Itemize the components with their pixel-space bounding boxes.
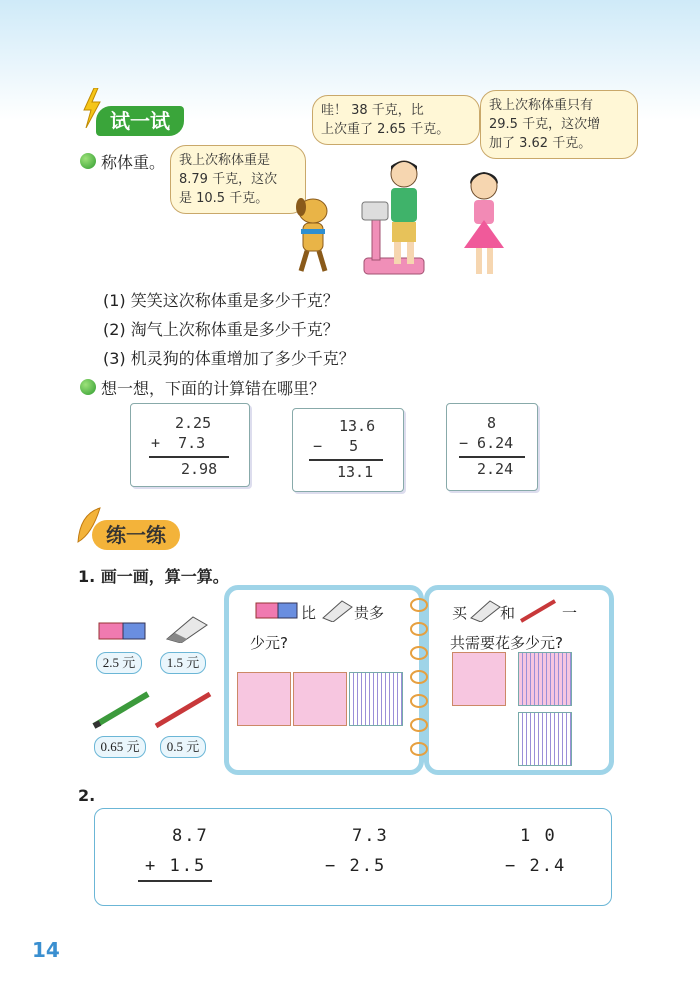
- sum-line: [309, 459, 383, 461]
- section-title-try: 试一试: [96, 106, 184, 136]
- problem-2-top: 7.3: [352, 826, 389, 846]
- buy-text-3: 一: [562, 604, 578, 622]
- think-label: 想一想，下面的计算错在哪里？: [101, 379, 326, 398]
- binder-ring-icon: [410, 646, 428, 660]
- sum-line: [149, 456, 229, 458]
- card-bottom-number: + 7.3: [151, 434, 206, 452]
- unit-square-2: [293, 672, 347, 726]
- binder-ring-icon: [410, 598, 428, 612]
- compare-text-3: 少元?: [250, 634, 288, 652]
- price-tag-pink-eraser: 2.5 元: [96, 652, 142, 674]
- card-top-number: 8: [487, 414, 497, 432]
- card-bottom-number: − 6.24: [459, 434, 514, 452]
- pencil-green-icon: [90, 690, 152, 734]
- problem-1-bottom: + 1.5: [145, 856, 207, 876]
- problem-1-top: 8.7: [172, 826, 209, 846]
- bullet-icon: [80, 153, 96, 169]
- card-top-number: 2.25: [175, 414, 212, 432]
- card-bottom-number: − 5: [313, 437, 359, 455]
- binder-ring-icon: [410, 694, 428, 708]
- card-result: 13.1: [337, 463, 374, 481]
- binder-ring-icon: [410, 622, 428, 636]
- problem-3-bottom: − 2.4: [505, 856, 567, 876]
- question-2-label: 2.: [78, 786, 96, 805]
- boy-illustration: [382, 158, 427, 274]
- problem-2-bottom: − 2.5: [325, 856, 387, 876]
- question-3: (3) 机灵狗的体重增加了多少千克？: [103, 349, 355, 368]
- price-tag-red-pencil: 0.5 元: [160, 736, 206, 758]
- calc-card-1: [130, 403, 250, 487]
- question-2: (2) 淘气上次称体重是多少千克？: [103, 320, 339, 339]
- buy-text-1: 买: [452, 604, 468, 622]
- weigh-label: 称体重。: [101, 153, 166, 172]
- question-1: (1) 笑笑这次称体重是多少千克？: [103, 291, 339, 310]
- girl-illustration: [458, 170, 508, 286]
- tenths-strip: [349, 672, 403, 726]
- unit-square-1: [237, 672, 291, 726]
- price-tag-green-pencil: 0.65 元: [94, 736, 146, 758]
- card-result: 2.24: [477, 460, 514, 478]
- calc-card-2: [292, 408, 404, 492]
- eraser-grey-icon: [320, 598, 354, 626]
- dog-illustration: [285, 195, 340, 279]
- speech-bubble-boy: 哇！ 38 千克，比 上次重了 2.65 千克。: [312, 95, 480, 145]
- question-1-label: 1. 画一画，算一算。: [78, 567, 229, 586]
- calc-card-3: [446, 403, 538, 491]
- tenths-strip: [518, 652, 572, 706]
- buy-text-4: 共需要花多少元?: [450, 634, 563, 652]
- page-number: 14: [32, 938, 60, 962]
- eraser-grey-icon: [468, 598, 502, 626]
- binder-ring-icon: [410, 670, 428, 684]
- bullet-icon: [80, 379, 96, 395]
- eraser-pink-icon: [255, 601, 299, 625]
- binder-ring-icon: [410, 742, 428, 756]
- card-result: 2.98: [181, 460, 218, 478]
- pencil-red-icon: [518, 598, 558, 628]
- compare-text-1: 比: [301, 604, 317, 622]
- problem-3-top: 1 0: [520, 826, 557, 846]
- sum-line: [459, 456, 525, 458]
- speech-bubble-dog: 我上次称体重是 8.79 千克，这次 是 10.5 千克。: [170, 145, 306, 214]
- pencil-red-icon: [152, 690, 214, 734]
- section-title-practice: 练一练: [92, 520, 180, 550]
- tenths-strip: [518, 712, 572, 766]
- unit-square-3: [452, 652, 506, 706]
- speech-bubble-girl: 我上次称体重只有 29.5 千克，这次增 加了 3.62 千克。: [480, 90, 638, 159]
- binder-ring-icon: [410, 718, 428, 732]
- price-tag-grey-eraser: 1.5 元: [160, 652, 206, 674]
- buy-text-2: 和: [500, 604, 516, 622]
- compare-text-2: 贵多: [354, 604, 385, 622]
- eraser-pink-icon: [98, 620, 148, 646]
- eraser-grey-icon: [163, 613, 211, 647]
- card-top-number: 13.6: [339, 417, 376, 435]
- sum-line: [138, 880, 212, 882]
